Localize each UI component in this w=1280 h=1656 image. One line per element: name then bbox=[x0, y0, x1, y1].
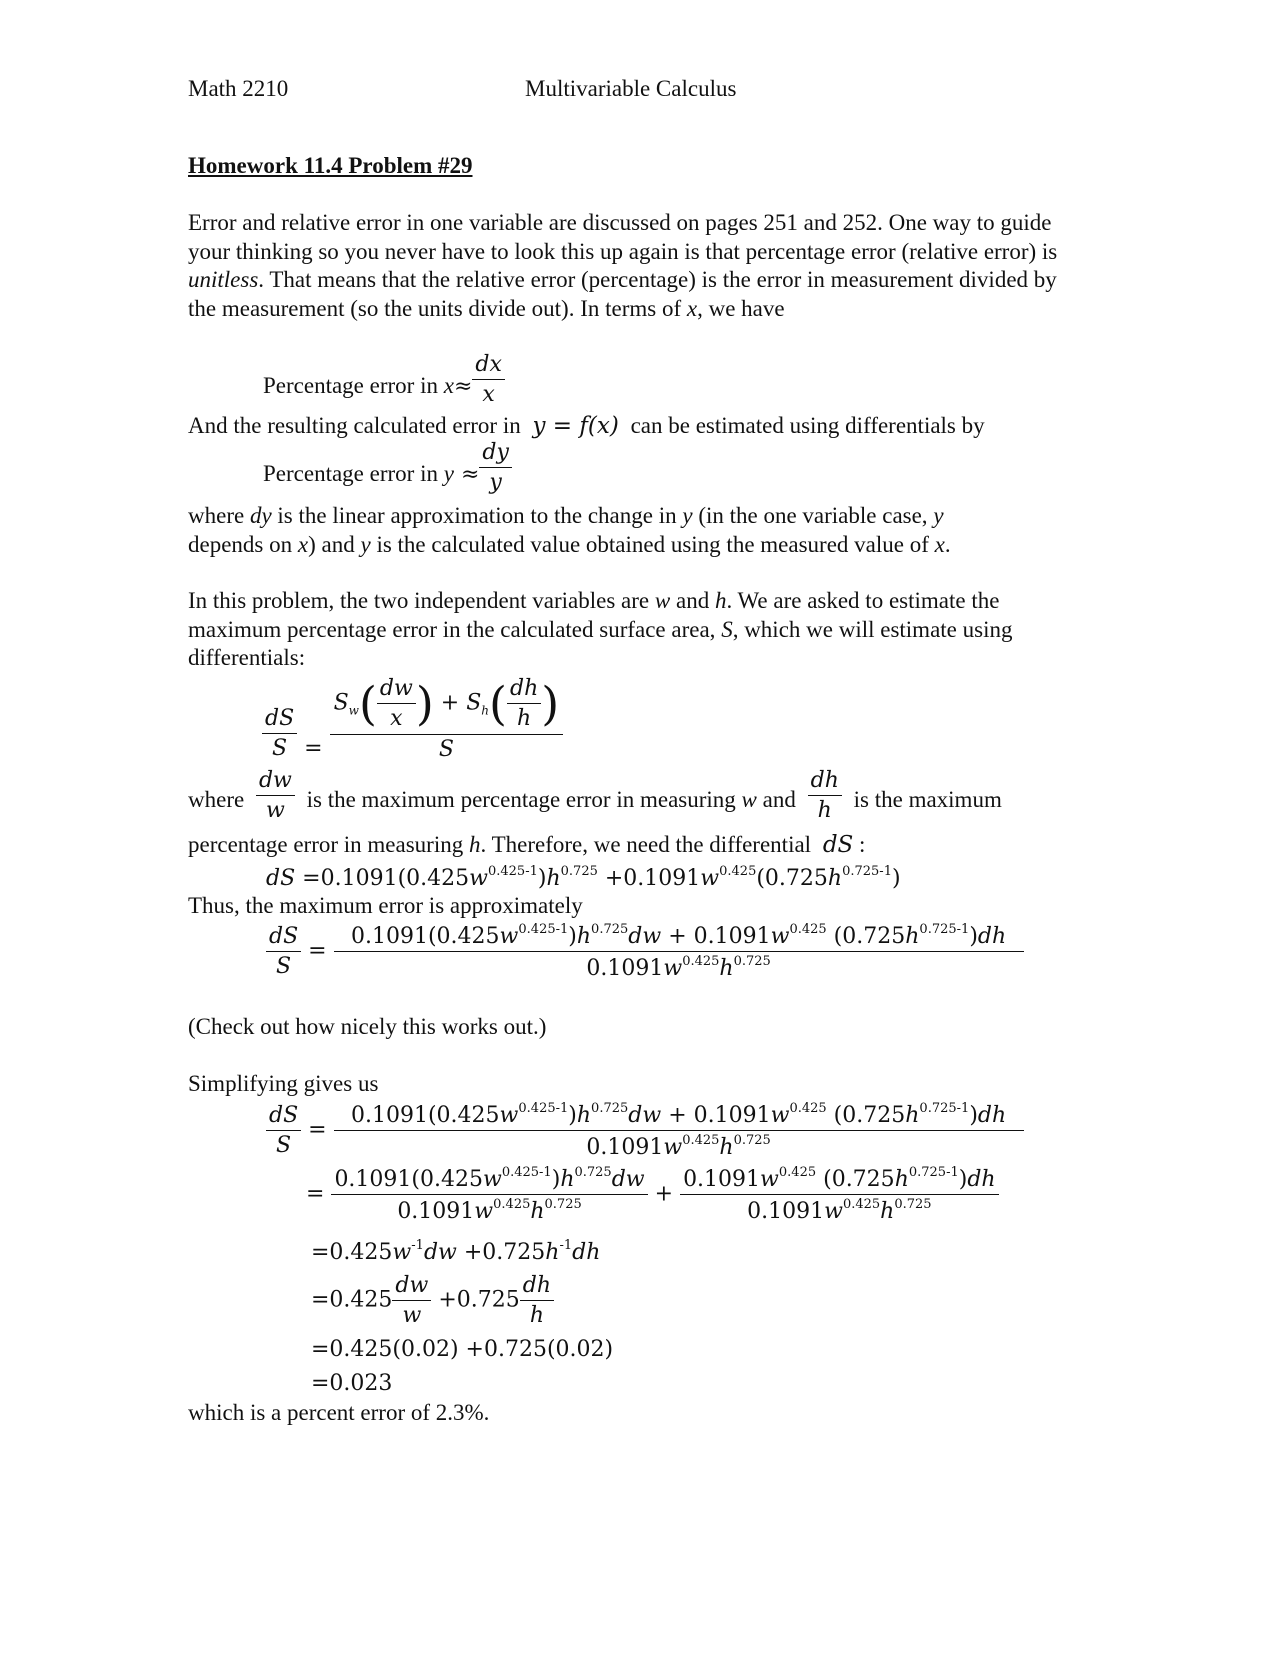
course-title: Multivariable Calculus bbox=[525, 76, 737, 101]
equation-percentage-error-x: Percentage error in x≈ $\frac{dx}{x}$ bbox=[263, 352, 505, 407]
intro-paragraph: Error and relative error in one variable are discussed on pages 251 and 252. One way to guide your thinking so you never have to look this up again is that percentage error (relative error) is unitless. That means that the relative error (percentage) is the error in measurement divided by the measurement (so the units divide out). In terms of x, we have bbox=[188, 210, 1058, 322]
simplification-step-4: =0.425 $\frac{dw}{w}$ +0.725 $\frac{dh}{h}$ bbox=[311, 1273, 554, 1328]
where-fractions-line: where $\frac{dw}{w}$ is the maximum percentage error in measuring w and $\frac{dh}{h}$ is the maximum bbox=[188, 768, 1002, 823]
equation-max-error: $\frac{dS}{S}$ = $0.1091(0.425w^{0.425-1})h^{0.725}dw + 0.1091w^{0.425}$ $(0.725h^{0.725-1})dh$ $0.1091w^{0.425}h^{0.725}$ bbox=[266, 922, 1024, 981]
simplification-step-6: =0.023 bbox=[311, 1371, 393, 1396]
problem-paragraph: In this problem, the two independent variables are w and h. We are asked to estimate the maximum percentage error in the calculated surface area, S, which we will estimate using differentials: bbox=[188, 588, 1013, 671]
simplification-step-5: =0.425(0.02) +0.725(0.02) bbox=[311, 1337, 614, 1362]
simplification-step-1: $\frac{dS}{S}$ = $0.1091(0.425w^{0.425-1})h^{0.725}dw + 0.1091w^{0.425}$ $(0.725h^{0.725-1})dh$ $0.1091w^{0.425}h^{0.725}$ bbox=[266, 1101, 1024, 1160]
simplification-step-3: $=0.425w^{-1}dw +0.725h^{-1}dh$ bbox=[311, 1238, 601, 1265]
check-note: (Check out how nicely this works out.) bbox=[188, 1014, 547, 1039]
equation-percentage-error-y: Percentage error in y ≈ $\frac{dy}{y}$ bbox=[263, 440, 512, 495]
differential-line: percentage error in measuring h. Therefore, we need the differential dS : bbox=[188, 832, 866, 858]
thus-line: Thus, the maximum error is approximately bbox=[188, 893, 583, 918]
simplifying-line: Simplifying gives us bbox=[188, 1071, 379, 1096]
page-title: Homework 11.4 Problem #29 bbox=[188, 153, 473, 178]
simplification-step-2: = $\frac{0.1091(0.425w^{0.425-1})h^{0.725}dw}{0.1091w^{0.425}h^{0.725}}$ + $\frac{0.1091w^{0.425} (0.725h^{0.725-1})dh}{0.1091w^{0.425}h^{0.725}}$ bbox=[306, 1165, 999, 1224]
course-number: Math 2210 bbox=[188, 76, 289, 101]
resulting-error-line: And the resulting calculated error in y = f(x) can be estimated using differentials by bbox=[188, 413, 985, 439]
equation-dS-over-S: $\frac{dS}{S}$ = $S_w$( $\frac{dw}{x}$ ) + $S_h$( $\frac{dh}{h}$ ) S bbox=[262, 676, 563, 762]
equation-dS: dS $=0.1091(0.425w^{0.425-1})h^{0.725} +0.1091w^{0.425}(0.725h^{0.725-1})$ bbox=[266, 864, 901, 891]
where-dy-paragraph: where dy is the linear approximation to the change in y (in the one variable case, y depends on x) and y is the calculated value obtained using the measured value of x. bbox=[188, 503, 951, 557]
conclusion-line: which is a percent error of 2.3%. bbox=[188, 1400, 490, 1425]
